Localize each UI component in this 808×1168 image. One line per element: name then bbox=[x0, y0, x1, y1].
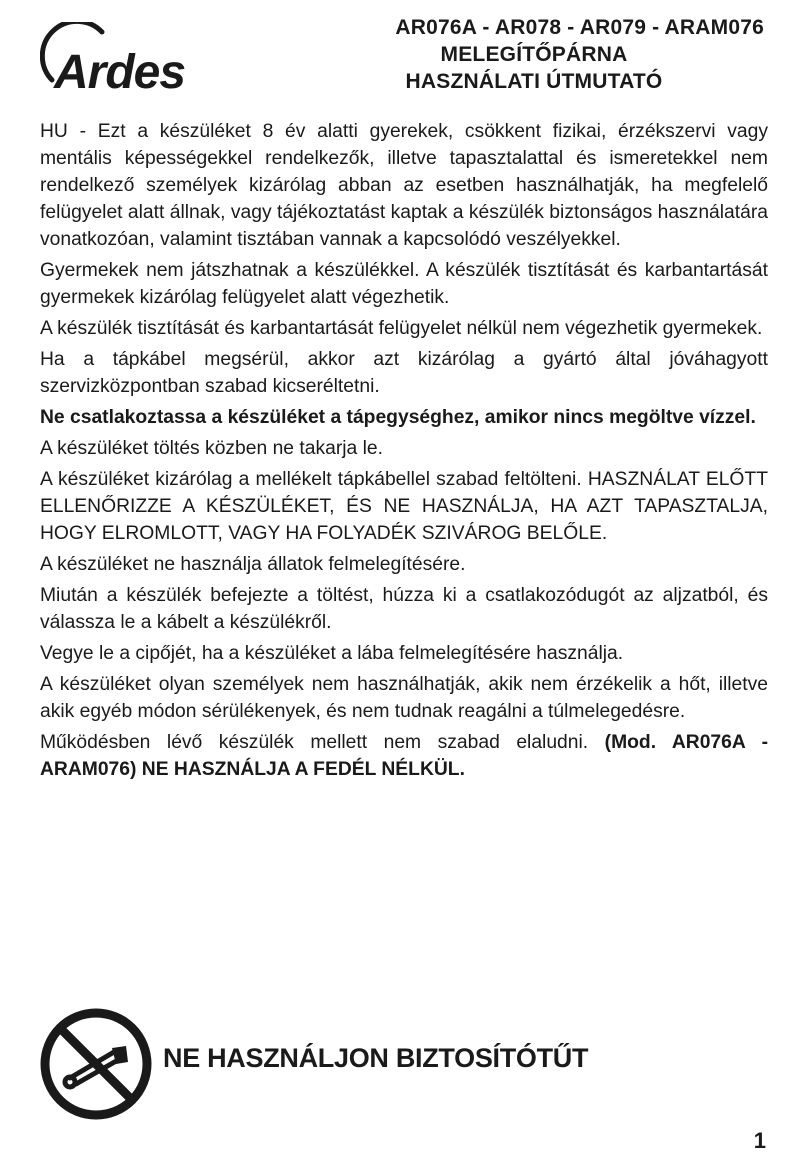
paragraph: Gyermekek nem játszhatnak a készülékkel. A készülék tisztítását és karbantartását gyermekek kizárólag felügyelet alatt végezhetik. bbox=[40, 260, 768, 308]
no-safety-pin-icon bbox=[40, 1008, 152, 1120]
model-numbers: AR076A - AR078 - AR079 - ARAM076 bbox=[395, 16, 764, 39]
paragraph: Vegye le a cipőjét, ha a készüléket a lába felmelegítésére használja. bbox=[40, 643, 624, 664]
product-name: MELEGÍTŐPÁRNA bbox=[440, 43, 628, 66]
paragraph: A készüléket kizárólag a mellékelt tápkábellel szabad feltölteni. HASZNÁLAT ELŐTT ELLENŐRIZZE A KÉSZÜLÉKET, ÉS NE HASZNÁLJA, HA AZT TAPASZTALJA, HOGY ELROMLOTT, VAGY HA FOLYADÉK SZIVÁROG BELŐLE. bbox=[40, 469, 768, 544]
document-title: HASZNÁLATI ÚTMUTATÓ bbox=[405, 70, 663, 93]
paragraph: Miután a készülék befejezte a töltést, húzza ki a csatlakozódugót az aljzatból, és válassza le a kábelt a készülékről. bbox=[40, 585, 768, 633]
page-number: 1 bbox=[753, 1128, 766, 1153]
warning-label: NE HASZNÁLJON BIZTOSÍTÓTŰT bbox=[163, 1043, 589, 1073]
paragraph-text: Működésben lévő készülék mellett nem szabad elaludni. bbox=[40, 732, 589, 753]
paragraph-bold-text: (Mod. AR076A - ARAM076) NE HASZNÁLJA A FEDÉL NÉLKÜL. bbox=[40, 732, 768, 780]
paragraph: A készüléket olyan személyek nem használhatják, akik nem érzékelik a hőt, illetve akik egyéb módon sérülékenyek, és nem tudnak reagálni a túlmelegedésre. bbox=[40, 674, 768, 722]
paragraph: A készüléket töltés közben ne takarja le. bbox=[40, 438, 383, 459]
paragraph: HU - Ezt a készüléket 8 év alatti gyerekek, csökkent fizikai, érzékszervi vagy mentális képességekkel rendelkezők, illetve tapasztalattal és ismeretekkel nem rendelkező személyek kizárólag abban az esetben használhatják, ha megfelelő felügyelet alatt állnak, vagy tájékoztatást kaptak a készülék biztonságos használatára vonatkozóan, valamint tisztában vannak a kapcsolódó veszélyekkel. bbox=[40, 121, 768, 250]
paragraph: A készülék tisztítását és karbantartását felügyelet nélkül nem végezhetik gyermekek. bbox=[40, 318, 763, 339]
paragraph-last bbox=[40, 729, 768, 783]
document-header bbox=[264, 14, 764, 95]
logo-wordmark: Ardes bbox=[54, 46, 186, 94]
paragraph: A készüléket ne használja állatok felmelegítésére. bbox=[40, 554, 466, 575]
ardes-logo bbox=[40, 22, 230, 94]
paragraph: Ha a tápkábel megsérül, akkor azt kizárólag a gyártó által jóváhagyott szervizközpontban szabad kicseréltetni. bbox=[40, 349, 768, 397]
paragraph-bold-warning: Ne csatlakoztassa a készüléket a tápegységhez, amikor nincs megöltve vízzel. bbox=[40, 407, 756, 428]
safety-instructions bbox=[40, 118, 768, 787]
